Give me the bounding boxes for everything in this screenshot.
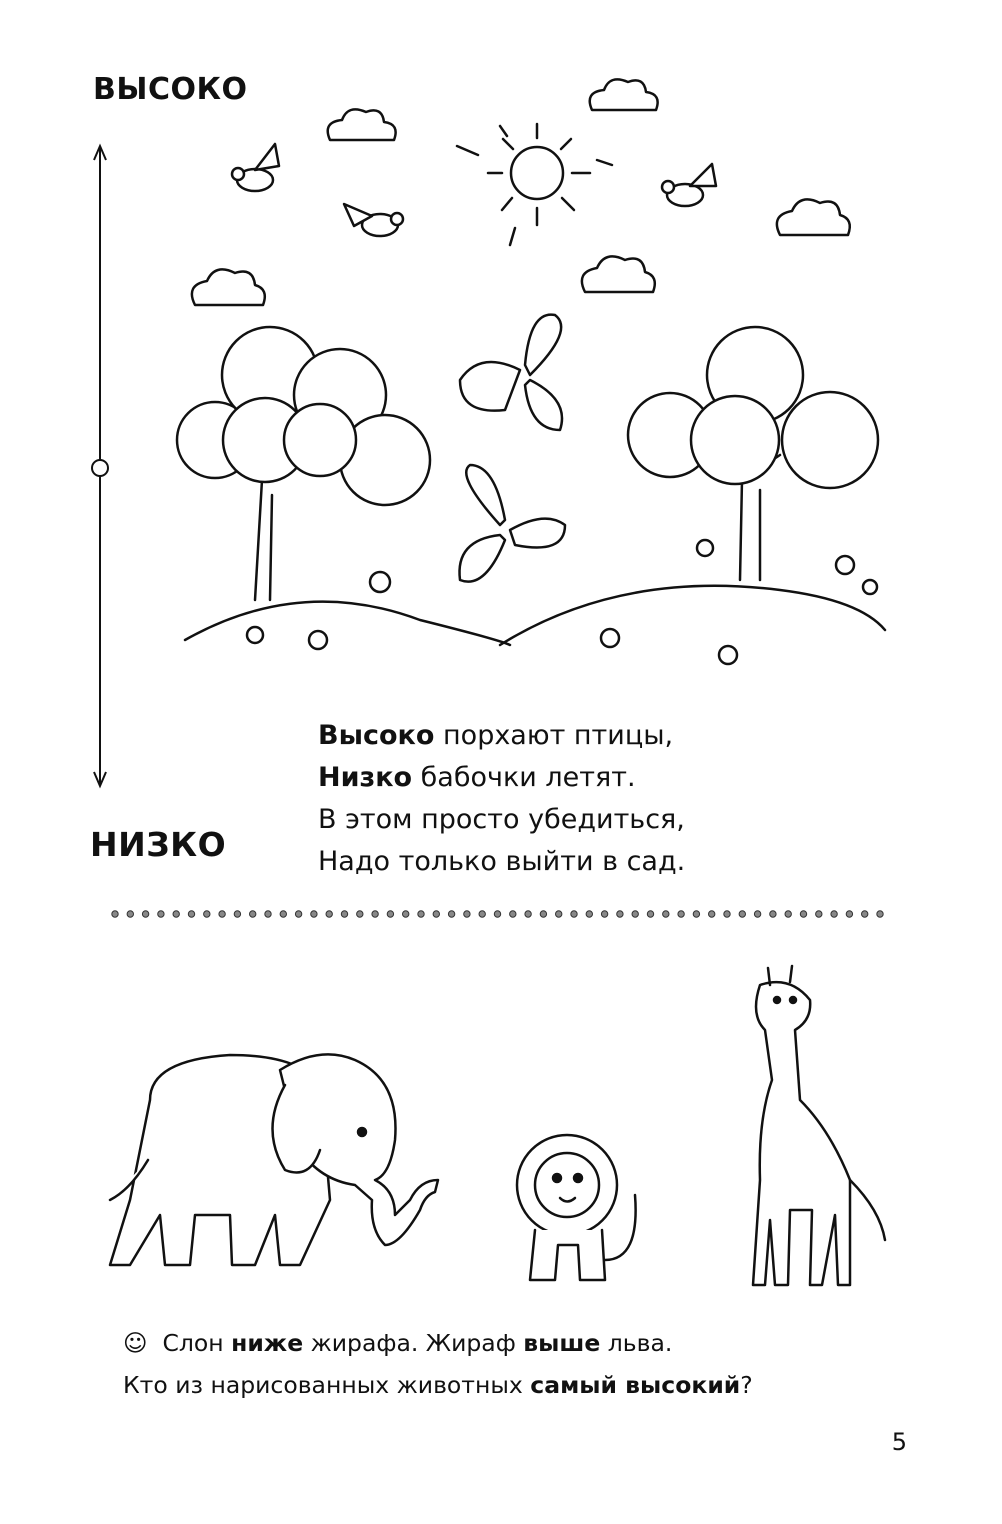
elephant-icon bbox=[110, 1054, 438, 1265]
lion-icon bbox=[517, 1135, 636, 1280]
question-line-1: ☺ Слон ниже жирафа. Жираф выше льва. bbox=[123, 1329, 673, 1357]
poem-line-4: Надо только выйти в сад. bbox=[318, 846, 686, 877]
giraffe-icon bbox=[753, 966, 885, 1285]
question-line-2: Кто из нарисованных животных самый высокий? bbox=[123, 1371, 753, 1399]
question bbox=[123, 1322, 753, 1406]
poem-line-1: Высоко порхают птицы, bbox=[318, 720, 674, 751]
poem-line-2: Низко бабочки летят. bbox=[318, 762, 636, 793]
smiley-icon: ☺ bbox=[123, 1329, 163, 1357]
page-number: 5 bbox=[891, 1428, 907, 1456]
label-high: ВЫСОКО bbox=[93, 72, 248, 107]
label-low: НИЗКО bbox=[90, 825, 227, 864]
poem-line-3: В этом просто убедиться, bbox=[318, 804, 685, 835]
